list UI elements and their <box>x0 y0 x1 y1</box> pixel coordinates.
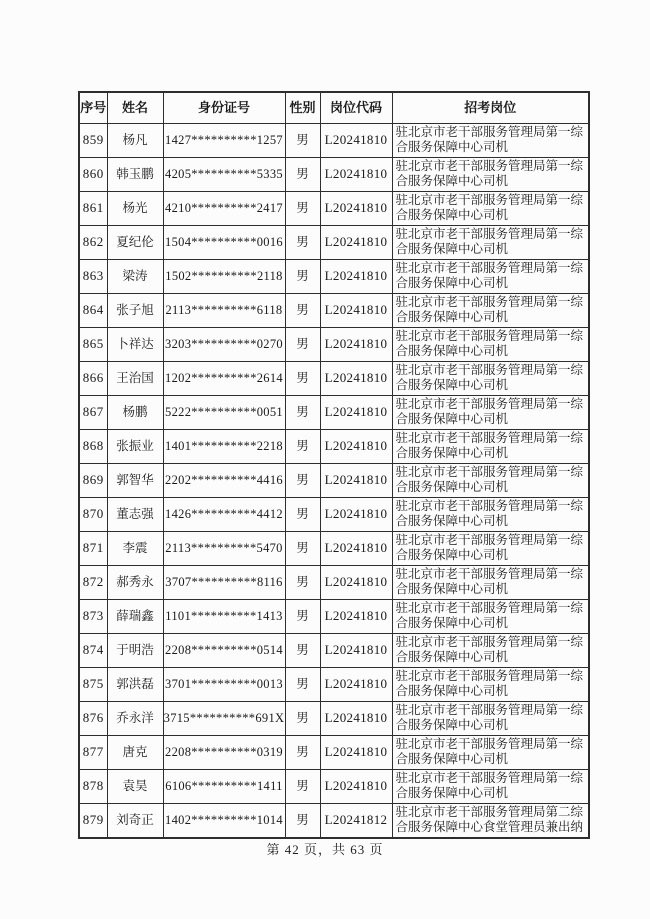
job-code-cell: L20241810 <box>320 361 392 395</box>
name-cell: 袁昊 <box>107 769 163 803</box>
job-code-cell: L20241810 <box>320 735 392 769</box>
gender-cell: 男 <box>285 293 320 327</box>
position-cell: 驻北京市老干部服务管理局第一综合服务保障中心司机 <box>392 735 589 769</box>
name-cell: 卜祥达 <box>107 327 163 361</box>
table-row <box>79 633 589 667</box>
serial-cell: 864 <box>79 293 107 327</box>
job-code-cell: L20241810 <box>320 395 392 429</box>
id-number-cell: 1427**********1257 <box>163 123 285 157</box>
serial-cell: 870 <box>79 497 107 531</box>
job-code-cell: L20241810 <box>320 293 392 327</box>
gender-cell: 男 <box>285 531 320 565</box>
table-header-row <box>79 92 589 123</box>
serial-cell: 873 <box>79 599 107 633</box>
name-cell: 韩玉鹏 <box>107 157 163 191</box>
name-cell: 李震 <box>107 531 163 565</box>
gender-cell: 男 <box>285 633 320 667</box>
name-cell: 杨凡 <box>107 123 163 157</box>
job-code-cell: L20241810 <box>320 225 392 259</box>
table-row <box>79 565 589 599</box>
gender-cell: 男 <box>285 667 320 701</box>
table-row <box>79 157 589 191</box>
gender-cell: 男 <box>285 803 320 838</box>
name-cell: 唐克 <box>107 735 163 769</box>
table-row <box>79 803 589 838</box>
name-cell: 郭洪磊 <box>107 667 163 701</box>
name-cell: 杨光 <box>107 191 163 225</box>
position-cell: 驻北京市老干部服务管理局第一综合服务保障中心司机 <box>392 123 589 157</box>
position-cell: 驻北京市老干部服务管理局第一综合服务保障中心司机 <box>392 157 589 191</box>
name-cell: 梁涛 <box>107 259 163 293</box>
table-row <box>79 361 589 395</box>
serial-cell: 862 <box>79 225 107 259</box>
job-code-cell: L20241810 <box>320 497 392 531</box>
position-cell: 驻北京市老干部服务管理局第一综合服务保障中心司机 <box>392 667 589 701</box>
table-row <box>79 259 589 293</box>
name-cell: 薛瑞鑫 <box>107 599 163 633</box>
gender-cell: 男 <box>285 327 320 361</box>
id-number-cell: 3701**********0013 <box>163 667 285 701</box>
id-number-cell: 1502**********2118 <box>163 259 285 293</box>
serial-cell: 863 <box>79 259 107 293</box>
id-number-cell: 6106**********1411 <box>163 769 285 803</box>
gender-cell: 男 <box>285 259 320 293</box>
id-number-cell: 3203**********0270 <box>163 327 285 361</box>
serial-cell: 869 <box>79 463 107 497</box>
table-row <box>79 395 589 429</box>
column-header: 身份证号 <box>163 92 285 123</box>
id-number-cell: 2208**********0514 <box>163 633 285 667</box>
position-cell: 驻北京市老干部服务管理局第一综合服务保障中心司机 <box>392 395 589 429</box>
id-number-cell: 1101**********1413 <box>163 599 285 633</box>
position-cell: 驻北京市老干部服务管理局第一综合服务保障中心司机 <box>392 599 589 633</box>
serial-cell: 865 <box>79 327 107 361</box>
job-code-cell: L20241810 <box>320 123 392 157</box>
gender-cell: 男 <box>285 463 320 497</box>
gender-cell: 男 <box>285 565 320 599</box>
id-number-cell: 2208**********0319 <box>163 735 285 769</box>
gender-cell: 男 <box>285 769 320 803</box>
id-number-cell: 2202**********4416 <box>163 463 285 497</box>
gender-cell: 男 <box>285 225 320 259</box>
id-number-cell: 5222**********0051 <box>163 395 285 429</box>
position-cell: 驻北京市老干部服务管理局第一综合服务保障中心司机 <box>392 225 589 259</box>
gender-cell: 男 <box>285 395 320 429</box>
job-code-cell: L20241812 <box>320 803 392 838</box>
serial-cell: 877 <box>79 735 107 769</box>
serial-cell: 875 <box>79 667 107 701</box>
table-row <box>79 123 589 157</box>
column-header: 招考岗位 <box>392 92 589 123</box>
name-cell: 董志强 <box>107 497 163 531</box>
table-row <box>79 191 589 225</box>
id-number-cell: 1401**********2218 <box>163 429 285 463</box>
gender-cell: 男 <box>285 123 320 157</box>
name-cell: 郭智华 <box>107 463 163 497</box>
id-number-cell: 3715**********691X <box>163 701 285 735</box>
name-cell: 王治国 <box>107 361 163 395</box>
id-number-cell: 1504**********0016 <box>163 225 285 259</box>
job-code-cell: L20241810 <box>320 191 392 225</box>
serial-cell: 871 <box>79 531 107 565</box>
name-cell: 张子旭 <box>107 293 163 327</box>
id-number-cell: 2113**********6118 <box>163 293 285 327</box>
serial-cell: 878 <box>79 769 107 803</box>
position-cell: 驻北京市老干部服务管理局第一综合服务保障中心司机 <box>392 463 589 497</box>
gender-cell: 男 <box>285 157 320 191</box>
gender-cell: 男 <box>285 599 320 633</box>
name-cell: 郝秀永 <box>107 565 163 599</box>
gender-cell: 男 <box>285 191 320 225</box>
position-cell: 驻北京市老干部服务管理局第一综合服务保障中心司机 <box>392 293 589 327</box>
gender-cell: 男 <box>285 361 320 395</box>
job-code-cell: L20241810 <box>320 599 392 633</box>
name-cell: 张振业 <box>107 429 163 463</box>
table-row <box>79 497 589 531</box>
position-cell: 驻北京市老干部服务管理局第一综合服务保障中心司机 <box>392 497 589 531</box>
table-row <box>79 531 589 565</box>
serial-cell: 872 <box>79 565 107 599</box>
page-number-footer: 第 42 页，共 63 页 <box>266 842 384 857</box>
position-cell: 驻北京市老干部服务管理局第一综合服务保障中心司机 <box>392 259 589 293</box>
name-cell: 刘奇正 <box>107 803 163 838</box>
serial-cell: 876 <box>79 701 107 735</box>
position-cell: 驻北京市老干部服务管理局第一综合服务保障中心司机 <box>392 531 589 565</box>
serial-cell: 866 <box>79 361 107 395</box>
job-code-cell: L20241810 <box>320 157 392 191</box>
position-cell: 驻北京市老干部服务管理局第一综合服务保障中心司机 <box>392 701 589 735</box>
gender-cell: 男 <box>285 497 320 531</box>
serial-cell: 868 <box>79 429 107 463</box>
position-cell: 驻北京市老干部服务管理局第一综合服务保障中心司机 <box>392 769 589 803</box>
table-row <box>79 667 589 701</box>
name-cell: 夏纪伦 <box>107 225 163 259</box>
id-number-cell: 1426**********4412 <box>163 497 285 531</box>
serial-cell: 860 <box>79 157 107 191</box>
id-number-cell: 2113**********5470 <box>163 531 285 565</box>
position-cell: 驻北京市老干部服务管理局第一综合服务保障中心司机 <box>392 565 589 599</box>
table-row <box>79 327 589 361</box>
position-cell: 驻北京市老干部服务管理局第二综合服务保障中心食堂管理员兼出纳 <box>392 803 589 838</box>
table-row <box>79 599 589 633</box>
table-row <box>79 701 589 735</box>
id-number-cell: 3707**********8116 <box>163 565 285 599</box>
id-number-cell: 4205**********5335 <box>163 157 285 191</box>
job-code-cell: L20241810 <box>320 701 392 735</box>
column-header: 序号 <box>79 92 107 123</box>
job-code-cell: L20241810 <box>320 429 392 463</box>
job-code-cell: L20241810 <box>320 531 392 565</box>
serial-cell: 861 <box>79 191 107 225</box>
serial-cell: 874 <box>79 633 107 667</box>
id-number-cell: 4210**********2417 <box>163 191 285 225</box>
gender-cell: 男 <box>285 429 320 463</box>
gender-cell: 男 <box>285 735 320 769</box>
id-number-cell: 1402**********1014 <box>163 803 285 838</box>
position-cell: 驻北京市老干部服务管理局第一综合服务保障中心司机 <box>392 633 589 667</box>
job-code-cell: L20241810 <box>320 259 392 293</box>
job-code-cell: L20241810 <box>320 327 392 361</box>
serial-cell: 859 <box>79 123 107 157</box>
job-code-cell: L20241810 <box>320 565 392 599</box>
table-body <box>79 123 589 838</box>
job-code-cell: L20241810 <box>320 633 392 667</box>
position-cell: 驻北京市老干部服务管理局第一综合服务保障中心司机 <box>392 429 589 463</box>
table-row <box>79 463 589 497</box>
column-header: 姓名 <box>107 92 163 123</box>
serial-cell: 879 <box>79 803 107 838</box>
job-code-cell: L20241810 <box>320 463 392 497</box>
serial-cell: 867 <box>79 395 107 429</box>
column-header: 性别 <box>285 92 320 123</box>
position-cell: 驻北京市老干部服务管理局第一综合服务保障中心司机 <box>392 327 589 361</box>
recruitment-candidate-table <box>78 91 590 839</box>
name-cell: 乔永洋 <box>107 701 163 735</box>
job-code-cell: L20241810 <box>320 667 392 701</box>
name-cell: 于明浩 <box>107 633 163 667</box>
id-number-cell: 1202**********2614 <box>163 361 285 395</box>
table-row <box>79 293 589 327</box>
name-cell: 杨鹏 <box>107 395 163 429</box>
table-row <box>79 429 589 463</box>
position-cell: 驻北京市老干部服务管理局第一综合服务保障中心司机 <box>392 361 589 395</box>
column-header: 岗位代码 <box>320 92 392 123</box>
position-cell: 驻北京市老干部服务管理局第一综合服务保障中心司机 <box>392 191 589 225</box>
table-row <box>79 735 589 769</box>
job-code-cell: L20241810 <box>320 769 392 803</box>
gender-cell: 男 <box>285 701 320 735</box>
table-row <box>79 769 589 803</box>
table-row <box>79 225 589 259</box>
